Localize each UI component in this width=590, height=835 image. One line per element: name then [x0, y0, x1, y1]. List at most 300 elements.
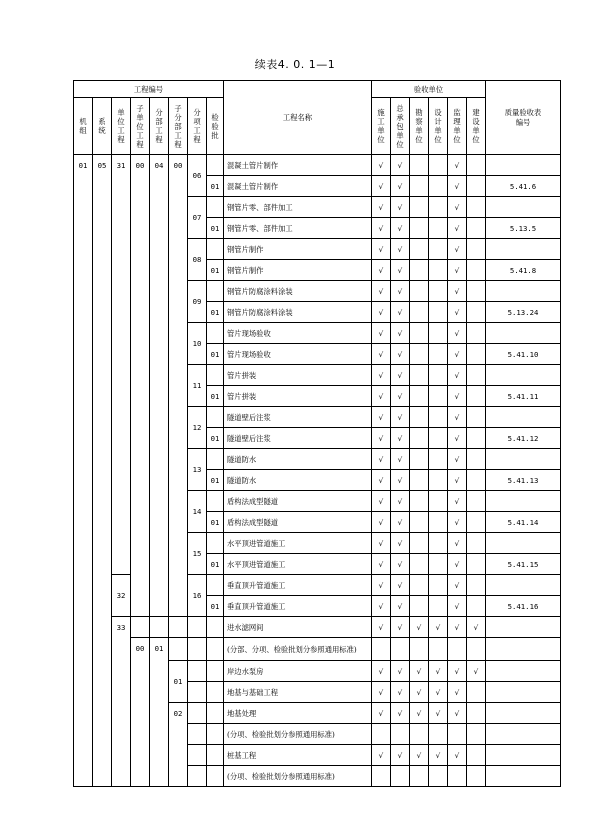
engineering-name-cell: 管片现场验收: [224, 323, 372, 344]
engineering-name-cell: 水平顶进管道施工: [224, 554, 372, 575]
check-cell: √: [448, 239, 467, 260]
acceptance-unit-col-header: 总承包单位: [391, 98, 410, 155]
check-cell: √: [391, 554, 410, 575]
check-cell: [467, 745, 486, 766]
engineering-name-cell: 进水滤网间: [224, 617, 372, 638]
quality-form-no-cell: [486, 703, 561, 724]
engineering-name-header: 工程名称: [224, 81, 372, 155]
check-cell: [410, 449, 429, 470]
engineering-name-cell: (分部、分项、检验批划分参照通用标准): [224, 638, 372, 661]
check-cell: √: [372, 596, 391, 617]
engineering-name-cell: 管片拼装: [224, 386, 372, 407]
engineering-name-cell: 地基处理: [224, 703, 372, 724]
check-cell: √: [448, 260, 467, 281]
check-cell: [429, 344, 448, 365]
code-cell: [207, 365, 224, 386]
check-cell: [410, 218, 429, 239]
engineering-name-cell: 钢管片零、部件加工: [224, 218, 372, 239]
acceptance-unit-header: 验收单位: [372, 81, 486, 98]
quality-form-no-cell: [486, 239, 561, 260]
check-cell: [467, 197, 486, 218]
check-cell: [410, 533, 429, 554]
code-cell: 10: [188, 323, 207, 365]
check-cell: √: [391, 703, 410, 724]
code-cell: [188, 745, 207, 766]
check-cell: √: [372, 533, 391, 554]
quality-form-no-cell: [486, 449, 561, 470]
code-cell: [207, 638, 224, 661]
check-cell: [467, 470, 486, 491]
code-cell: [207, 617, 224, 638]
check-cell: √: [391, 575, 410, 596]
check-cell: √: [448, 365, 467, 386]
code-cell: 01: [207, 512, 224, 533]
quality-form-no-cell: 5.13.24: [486, 302, 561, 323]
check-cell: [391, 724, 410, 745]
check-cell: [467, 428, 486, 449]
engineering-name-cell: 隧道防水: [224, 449, 372, 470]
check-cell: [372, 638, 391, 661]
check-cell: [429, 428, 448, 449]
code-cell: [188, 661, 207, 682]
check-cell: √: [448, 323, 467, 344]
check-cell: √: [372, 302, 391, 323]
check-cell: [429, 596, 448, 617]
check-cell: √: [410, 703, 429, 724]
check-cell: [410, 638, 429, 661]
code-cell: 06: [188, 155, 207, 197]
check-cell: √: [391, 470, 410, 491]
check-cell: √: [372, 682, 391, 703]
code-cell: [207, 745, 224, 766]
code-col-header: 子分部工程: [169, 98, 188, 155]
code-cell: 16: [188, 575, 207, 617]
check-cell: √: [410, 682, 429, 703]
code-cell: 00: [169, 155, 188, 617]
code-cell: [207, 239, 224, 260]
check-cell: √: [391, 302, 410, 323]
check-cell: √: [391, 491, 410, 512]
check-cell: √: [448, 197, 467, 218]
check-cell: [467, 638, 486, 661]
check-cell: √: [391, 281, 410, 302]
acceptance-unit-col-header: 施工单位: [372, 98, 391, 155]
check-cell: [467, 344, 486, 365]
quality-form-no-cell: 5.41.8: [486, 260, 561, 281]
code-cell: 33: [112, 617, 131, 787]
check-cell: [372, 724, 391, 745]
check-cell: √: [410, 745, 429, 766]
code-col-header: 机组: [74, 98, 93, 155]
engineering-name-cell: 垂直顶升管道施工: [224, 575, 372, 596]
engineering-name-cell: 水平顶进管道施工: [224, 533, 372, 554]
check-cell: √: [448, 428, 467, 449]
code-cell: [207, 661, 224, 682]
check-cell: √: [448, 617, 467, 638]
check-cell: [429, 155, 448, 176]
check-cell: √: [391, 344, 410, 365]
check-cell: [410, 155, 429, 176]
quality-form-no-cell: [486, 638, 561, 661]
check-cell: √: [372, 703, 391, 724]
check-cell: √: [391, 176, 410, 197]
check-cell: [429, 281, 448, 302]
check-cell: [467, 323, 486, 344]
check-cell: [467, 491, 486, 512]
code-cell: 01: [150, 638, 169, 787]
check-cell: √: [372, 575, 391, 596]
check-cell: √: [391, 745, 410, 766]
check-cell: √: [391, 323, 410, 344]
code-cell: 00: [131, 638, 150, 787]
quality-form-no-cell: [486, 617, 561, 638]
check-cell: √: [372, 323, 391, 344]
code-cell: [188, 766, 207, 787]
check-cell: [429, 386, 448, 407]
check-cell: √: [429, 745, 448, 766]
quality-form-no-cell: [486, 766, 561, 787]
check-cell: [410, 239, 429, 260]
table-title: 续表4. 0. 1—1: [254, 58, 336, 71]
check-cell: [467, 703, 486, 724]
engineering-name-cell: (分项、检验批划分参照通用标准): [224, 724, 372, 745]
check-cell: √: [391, 239, 410, 260]
check-cell: [429, 491, 448, 512]
code-cell: 15: [188, 533, 207, 575]
quality-form-no-cell: 5.41.11: [486, 386, 561, 407]
check-cell: √: [372, 365, 391, 386]
check-cell: [391, 766, 410, 787]
code-cell: [207, 533, 224, 554]
check-cell: [410, 470, 429, 491]
check-cell: √: [372, 344, 391, 365]
check-cell: √: [448, 302, 467, 323]
code-cell: 05: [93, 155, 112, 787]
check-cell: √: [391, 512, 410, 533]
check-cell: √: [391, 661, 410, 682]
check-cell: √: [448, 745, 467, 766]
code-cell: 04: [150, 155, 169, 617]
engineering-name-cell: 混凝土管片制作: [224, 155, 372, 176]
quality-form-no-cell: 5.41.16: [486, 596, 561, 617]
check-cell: [467, 302, 486, 323]
code-cell: [207, 724, 224, 745]
code-cell: 13: [188, 449, 207, 491]
check-cell: [429, 239, 448, 260]
quality-form-no-cell: [486, 724, 561, 745]
engineering-name-cell: 地基与基础工程: [224, 682, 372, 703]
code-cell: [169, 638, 188, 661]
check-cell: √: [391, 533, 410, 554]
code-cell: 01: [207, 218, 224, 239]
check-cell: [429, 176, 448, 197]
engineering-name-cell: 盾构法成型隧道: [224, 512, 372, 533]
check-cell: [429, 470, 448, 491]
check-cell: [410, 176, 429, 197]
code-cell: [188, 682, 207, 703]
code-cell: [207, 575, 224, 596]
check-cell: √: [372, 661, 391, 682]
check-cell: [467, 176, 486, 197]
check-cell: √: [372, 197, 391, 218]
table-row: [74, 617, 561, 638]
quality-form-no-cell: 5.41.13: [486, 470, 561, 491]
check-cell: [429, 533, 448, 554]
check-cell: √: [448, 703, 467, 724]
check-cell: [429, 365, 448, 386]
check-cell: [391, 638, 410, 661]
quality-form-no-cell: 5.41.6: [486, 176, 561, 197]
check-cell: [410, 302, 429, 323]
acceptance-table: [73, 80, 561, 787]
code-cell: 01: [169, 661, 188, 703]
code-cell: 01: [207, 176, 224, 197]
engineering-name-cell: 钢管片防腐涂料涂装: [224, 302, 372, 323]
check-cell: √: [448, 596, 467, 617]
check-cell: √: [448, 281, 467, 302]
engineering-name-cell: 垂直顶升管道施工: [224, 596, 372, 617]
check-cell: [410, 386, 429, 407]
check-cell: [467, 218, 486, 239]
engineering-name-cell: 隧道壁后注浆: [224, 428, 372, 449]
quality-form-no-cell: 5.41.14: [486, 512, 561, 533]
check-cell: √: [448, 554, 467, 575]
code-cell: 01: [74, 155, 93, 787]
code-cell: 32: [112, 575, 131, 617]
code-cell: [188, 724, 207, 745]
code-col-header: 分项工程: [188, 98, 207, 155]
quality-form-no-cell: [486, 682, 561, 703]
table-row: [74, 155, 561, 176]
code-col-header: 子单位工程: [131, 98, 150, 155]
check-cell: √: [429, 661, 448, 682]
check-cell: [467, 239, 486, 260]
check-cell: √: [391, 449, 410, 470]
check-cell: [410, 554, 429, 575]
code-cell: [207, 281, 224, 302]
quality-form-no-cell: [486, 155, 561, 176]
code-cell: [207, 449, 224, 470]
check-cell: [410, 512, 429, 533]
check-cell: √: [372, 554, 391, 575]
check-cell: [467, 512, 486, 533]
check-cell: [410, 197, 429, 218]
check-cell: √: [391, 365, 410, 386]
quality-form-no-cell: 5.41.12: [486, 428, 561, 449]
check-cell: [410, 281, 429, 302]
check-cell: [429, 724, 448, 745]
check-cell: [410, 491, 429, 512]
check-cell: [467, 260, 486, 281]
code-cell: 01: [207, 302, 224, 323]
table-row: [74, 638, 561, 661]
quality-form-no-cell: [486, 745, 561, 766]
engineering-name-cell: 桩基工程: [224, 745, 372, 766]
code-cell: 01: [207, 596, 224, 617]
check-cell: √: [372, 428, 391, 449]
check-cell: √: [391, 617, 410, 638]
check-cell: [467, 766, 486, 787]
engineering-name-cell: 管片现场验收: [224, 344, 372, 365]
quality-form-no-cell: [486, 281, 561, 302]
check-cell: √: [372, 218, 391, 239]
check-cell: [410, 260, 429, 281]
check-cell: [467, 407, 486, 428]
check-cell: √: [372, 449, 391, 470]
code-cell: 11: [188, 365, 207, 407]
check-cell: [429, 512, 448, 533]
check-cell: √: [372, 491, 391, 512]
check-cell: [372, 766, 391, 787]
check-cell: √: [429, 703, 448, 724]
check-cell: √: [448, 407, 467, 428]
quality-form-no-cell: 5.41.15: [486, 554, 561, 575]
check-cell: [429, 638, 448, 661]
check-cell: [429, 197, 448, 218]
code-cell: [207, 197, 224, 218]
check-cell: √: [372, 386, 391, 407]
engineering-name-cell: 钢管片零、部件加工: [224, 197, 372, 218]
code-cell: [207, 682, 224, 703]
check-cell: √: [448, 386, 467, 407]
acceptance-unit-col-header: 监理单位: [448, 98, 467, 155]
engineering-name-cell: 管片拼装: [224, 365, 372, 386]
check-cell: [429, 323, 448, 344]
check-cell: [429, 554, 448, 575]
code-cell: 01: [207, 344, 224, 365]
engineering-name-cell: (分项、检验批划分参照通用标准): [224, 766, 372, 787]
code-cell: [207, 491, 224, 512]
check-cell: √: [448, 176, 467, 197]
engineering-name-cell: 岸边水泵房: [224, 661, 372, 682]
acceptance-unit-col-header: 勘察单位: [410, 98, 429, 155]
check-cell: √: [391, 155, 410, 176]
check-cell: [429, 766, 448, 787]
check-cell: [410, 766, 429, 787]
code-cell: [188, 617, 207, 638]
check-cell: [467, 449, 486, 470]
check-cell: [448, 766, 467, 787]
check-cell: [467, 596, 486, 617]
code-cell: 08: [188, 239, 207, 281]
check-cell: [410, 323, 429, 344]
quality-form-no-cell: 5.41.10: [486, 344, 561, 365]
code-cell: 00: [131, 155, 150, 617]
engineering-name-cell: 隧道防水: [224, 470, 372, 491]
code-cell: [188, 638, 207, 661]
check-cell: [467, 281, 486, 302]
check-cell: √: [391, 596, 410, 617]
engineering-name-cell: 隧道壁后注浆: [224, 407, 372, 428]
code-cell: 02: [169, 703, 188, 787]
quality-form-no-cell: [486, 407, 561, 428]
code-cell: 12: [188, 407, 207, 449]
engineering-name-cell: 钢管片制作: [224, 239, 372, 260]
check-cell: √: [448, 218, 467, 239]
check-cell: √: [448, 491, 467, 512]
check-cell: [410, 407, 429, 428]
check-cell: [410, 344, 429, 365]
check-cell: √: [429, 682, 448, 703]
acceptance-unit-col-header: 建设单位: [467, 98, 486, 155]
check-cell: [429, 260, 448, 281]
code-cell: 09: [188, 281, 207, 323]
engineering-name-cell: 钢管片防腐涂料涂装: [224, 281, 372, 302]
code-cell: [169, 617, 188, 638]
quality-form-no-cell: [486, 533, 561, 554]
code-cell: [131, 617, 150, 638]
code-cell: 01: [207, 260, 224, 281]
check-cell: √: [372, 745, 391, 766]
code-cell: 01: [207, 428, 224, 449]
check-cell: √: [391, 428, 410, 449]
check-cell: √: [448, 575, 467, 596]
check-cell: √: [448, 512, 467, 533]
check-cell: [429, 218, 448, 239]
check-cell: √: [372, 407, 391, 428]
quality-form-no-cell: [486, 197, 561, 218]
code-col-header: 系统: [93, 98, 112, 155]
code-col-header: 单位工程: [112, 98, 131, 155]
code-cell: [150, 617, 169, 638]
engineering-name-cell: 盾构法成型隧道: [224, 491, 372, 512]
code-cell: [207, 323, 224, 344]
check-cell: [410, 724, 429, 745]
check-cell: √: [448, 344, 467, 365]
code-cell: [207, 703, 224, 724]
engineering-name-cell: 钢管片制作: [224, 260, 372, 281]
quality-form-no-cell: [486, 661, 561, 682]
check-cell: [467, 682, 486, 703]
engineering-code-header: 工程编号: [74, 81, 224, 98]
check-cell: √: [391, 260, 410, 281]
check-cell: √: [391, 682, 410, 703]
code-cell: 01: [207, 386, 224, 407]
check-cell: √: [391, 197, 410, 218]
check-cell: [467, 575, 486, 596]
quality-form-no-cell: [486, 365, 561, 386]
check-cell: √: [448, 533, 467, 554]
check-cell: [467, 155, 486, 176]
check-cell: √: [448, 470, 467, 491]
check-cell: √: [372, 512, 391, 533]
code-cell: [207, 766, 224, 787]
check-cell: √: [372, 176, 391, 197]
code-cell: [207, 407, 224, 428]
code-cell: 07: [188, 197, 207, 239]
code-cell: 01: [207, 554, 224, 575]
check-cell: √: [448, 155, 467, 176]
check-cell: √: [372, 155, 391, 176]
check-cell: [448, 724, 467, 745]
quality-form-no-cell: 5.13.5: [486, 218, 561, 239]
check-cell: [467, 365, 486, 386]
code-cell: 01: [207, 470, 224, 491]
check-cell: √: [372, 617, 391, 638]
check-cell: [429, 407, 448, 428]
code-cell: 14: [188, 491, 207, 533]
check-cell: √: [372, 470, 391, 491]
code-cell: [207, 155, 224, 176]
check-cell: √: [448, 449, 467, 470]
quality-form-no-cell: [486, 575, 561, 596]
check-cell: √: [391, 386, 410, 407]
code-cell: 31: [112, 155, 131, 575]
check-cell: √: [391, 218, 410, 239]
check-cell: √: [429, 617, 448, 638]
check-cell: [429, 449, 448, 470]
check-cell: [410, 428, 429, 449]
